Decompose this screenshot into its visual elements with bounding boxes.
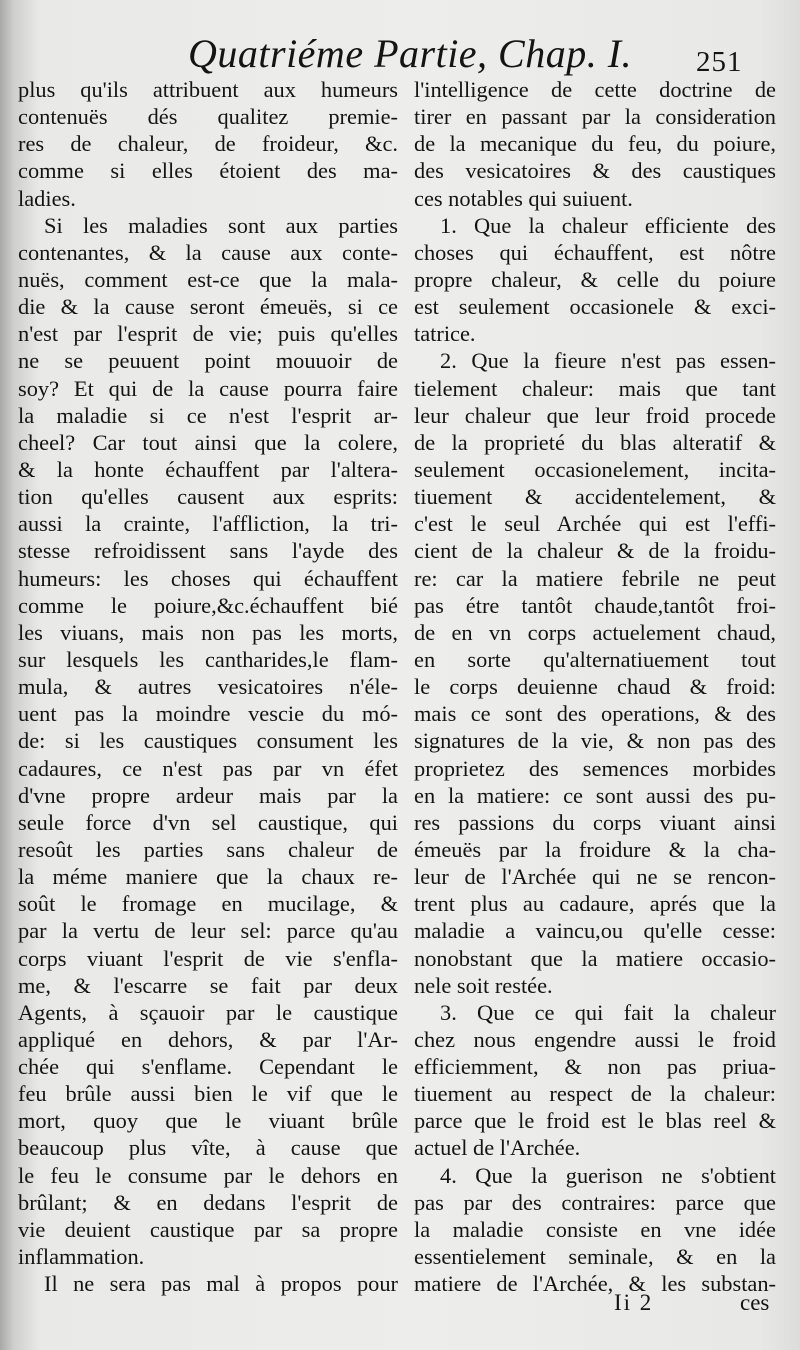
text-line: tiuement au respect de la chaleur: (414, 1081, 776, 1107)
text-line: res passions du corps viuant ainsi (414, 809, 776, 835)
text-line: choses qui échauffent, est nôtre (414, 239, 776, 265)
text-line: les viuans, mais non pas les morts, (18, 619, 398, 645)
text-line: stesse refroidissent sans l'ayde des (18, 538, 398, 564)
text-line: mort, quoy que le viuant brûle (18, 1108, 398, 1134)
signature-mark: Ii 2 (614, 1290, 654, 1315)
text-line: ces notables qui suiuent. (414, 185, 633, 211)
text-line: cient de la chaleur & de la froidu- (414, 538, 776, 564)
catchword: ces (740, 1290, 770, 1315)
text-line: comme le poiure,&c.échauffent bié (18, 592, 398, 618)
text-line: re: car la matiere febrile ne peut (414, 565, 776, 591)
text-line: 2. Que la fieure n'est pas essen- (440, 348, 776, 374)
text-line: & la honte échauffent par l'altera- (18, 456, 398, 482)
text-line: Il ne sera pas mal à propos pour (44, 1271, 398, 1297)
text-line: matiere de l'Archée, & les substan- (414, 1271, 776, 1297)
text-line: la maladie si ce n'est l'esprit ar- (18, 402, 398, 428)
text-line: tiuement & accidentelement, & (414, 484, 776, 510)
text-line: Agents, à sçauoir par le caustique (18, 999, 398, 1025)
text-line: proprietez des semences morbides (414, 755, 776, 781)
text-line: die & la cause seront émeuës, si ce (18, 294, 398, 320)
text-line: en sorte qu'alternatiuement tout (414, 646, 776, 672)
text-line: propre chaleur, & celle du poiure (414, 266, 776, 292)
page-footer (0, 1290, 800, 1330)
text-line: resoût les parties sans chaleur de (18, 836, 398, 862)
text-line: le corps deuienne chaud & froid: (414, 674, 776, 700)
text-line: ladies. (18, 185, 76, 211)
text-line: aussi la crainte, l'affliction, la tri- (18, 511, 398, 537)
text-line: de la proprieté du blas alteratif & (414, 429, 776, 455)
text-line: tion qu'elles causent aux esprits: (18, 484, 398, 510)
text-line: émeuës par la froidure & la cha- (414, 836, 776, 862)
text-line: appliqué en dehors, & par l'Ar- (18, 1026, 398, 1052)
running-head: Quatriéme Partie, Chap. I. (188, 31, 633, 76)
text-line: inflammation. (18, 1244, 145, 1270)
text-line: pas par des contraires: parce que (414, 1189, 776, 1215)
text-line: des vesicatoires & des caustiques (414, 158, 776, 184)
text-line: uent pas la moindre vescie du mó- (18, 701, 398, 727)
text-line: mula, & autres vesicatoires n'éle- (18, 674, 398, 700)
text-line: chée qui s'enflame. Cependant le (18, 1054, 398, 1080)
text-line: Si les maladies sont aux parties (44, 212, 398, 238)
text-line: leur de l'Archée qui ne se rencon- (414, 864, 776, 890)
text-line: vie deuient caustique par sa propre (18, 1216, 398, 1242)
text-line: essentielement seminale, & en la (414, 1244, 776, 1270)
text-line: trent plus au cadaure, aprés que la (414, 891, 776, 917)
right-text-column (414, 76, 776, 1297)
page-header (0, 26, 800, 82)
text-line: seule force d'vn sel caustique, qui (18, 809, 398, 835)
text-line: brûlant; & en dedans l'esprit de (18, 1189, 398, 1215)
text-line: est seulement occasionele & exci- (414, 294, 776, 320)
text-line: l'intelligence de cette doctrine de (414, 77, 776, 102)
text-line: beaucoup plus vîte, à cause que (18, 1135, 398, 1161)
text-line: par la vertu de leur sel: parce qu'au (18, 918, 398, 944)
text-line: en la matiere: ce sont aussi des pu- (414, 782, 776, 808)
text-line: soy? Et qui de la cause pourra faire (18, 375, 398, 401)
text-line: cheel? Car tout ainsi que la colere, (18, 429, 398, 455)
text-line: la maladie consiste en vne idée (414, 1216, 776, 1242)
text-line: leur chaleur que leur froid procede (414, 402, 776, 428)
text-line: tielement chaleur: mais que tant (414, 375, 776, 401)
text-line: plus qu'ils attribuent aux humeurs (18, 77, 398, 102)
text-line: soût le fromage en mucilage, & (18, 891, 398, 917)
page-number: 251 (696, 46, 743, 78)
text-line: signatures de la vie, & non pas des (414, 728, 776, 754)
text-line: nonobstant que la matiere occasio- (414, 945, 776, 971)
text-line: contenuës dés qualitez premie- (18, 104, 398, 130)
text-line: me, & l'escarre se fait par deux (18, 972, 398, 998)
text-line: efficiemment, & non pas priua- (414, 1054, 776, 1080)
text-line: pas étre tantôt chaude,tantôt froi- (414, 592, 776, 618)
text-line: actuel de l'Archée. (414, 1135, 581, 1161)
text-line: de la mecanique du feu, du poiure, (414, 131, 776, 157)
text-line: de: si les caustiques consument les (18, 728, 398, 754)
text-line: contenantes, & la cause aux conte- (18, 239, 398, 265)
left-text-column (18, 76, 398, 1297)
text-line: parce que le froid est le blas reel & (414, 1108, 776, 1134)
text-line: humeurs: les choses qui échauffent (18, 565, 398, 591)
text-line: sur lesquels les cantharides,le flam- (18, 646, 398, 672)
text-line: 4. Que la guerison ne s'obtient (440, 1162, 776, 1188)
text-line: tirer en passant par la consideration (414, 104, 776, 130)
text-line: ne se peuuent point mouuoir de (18, 348, 398, 374)
text-line: comme si elles étoient des ma- (18, 158, 398, 184)
text-line: 1. Que la chaleur efficiente des (440, 212, 776, 238)
text-line: tatrice. (414, 321, 476, 347)
text-line: res de chaleur, de froideur, &c. (18, 131, 398, 157)
text-line: le feu le consume par le dehors en (18, 1162, 398, 1188)
text-line: feu brûle aussi bien le vif que le (18, 1081, 398, 1107)
text-line: c'est le seul Archée qui est l'effi- (414, 511, 776, 537)
text-line: chez nous engendre aussi le froid (414, 1026, 776, 1052)
text-line: d'vne propre ardeur mais par la (18, 782, 398, 808)
text-line: nele soit restée. (414, 972, 553, 998)
text-line: mais ce sont des operations, & des (414, 701, 776, 727)
text-line: cadaures, ce n'est pas par vn éfet (18, 755, 398, 781)
text-line: corps viuant l'esprit de vie s'enfla- (18, 945, 398, 971)
text-line: la méme maniere que la chaux re- (18, 864, 398, 890)
text-line: de en vn corps actuelement chaud, (414, 619, 776, 645)
text-line: nuës, comment est-ce que la mala- (18, 266, 398, 292)
text-line: seulement occasionelement, incita- (414, 456, 776, 482)
text-line: n'est par l'esprit de vie; puis qu'elles (18, 321, 398, 347)
text-line: maladie a vaincu,ou qu'elle cesse: (414, 918, 776, 944)
text-line: 3. Que ce qui fait la chaleur (440, 999, 776, 1025)
